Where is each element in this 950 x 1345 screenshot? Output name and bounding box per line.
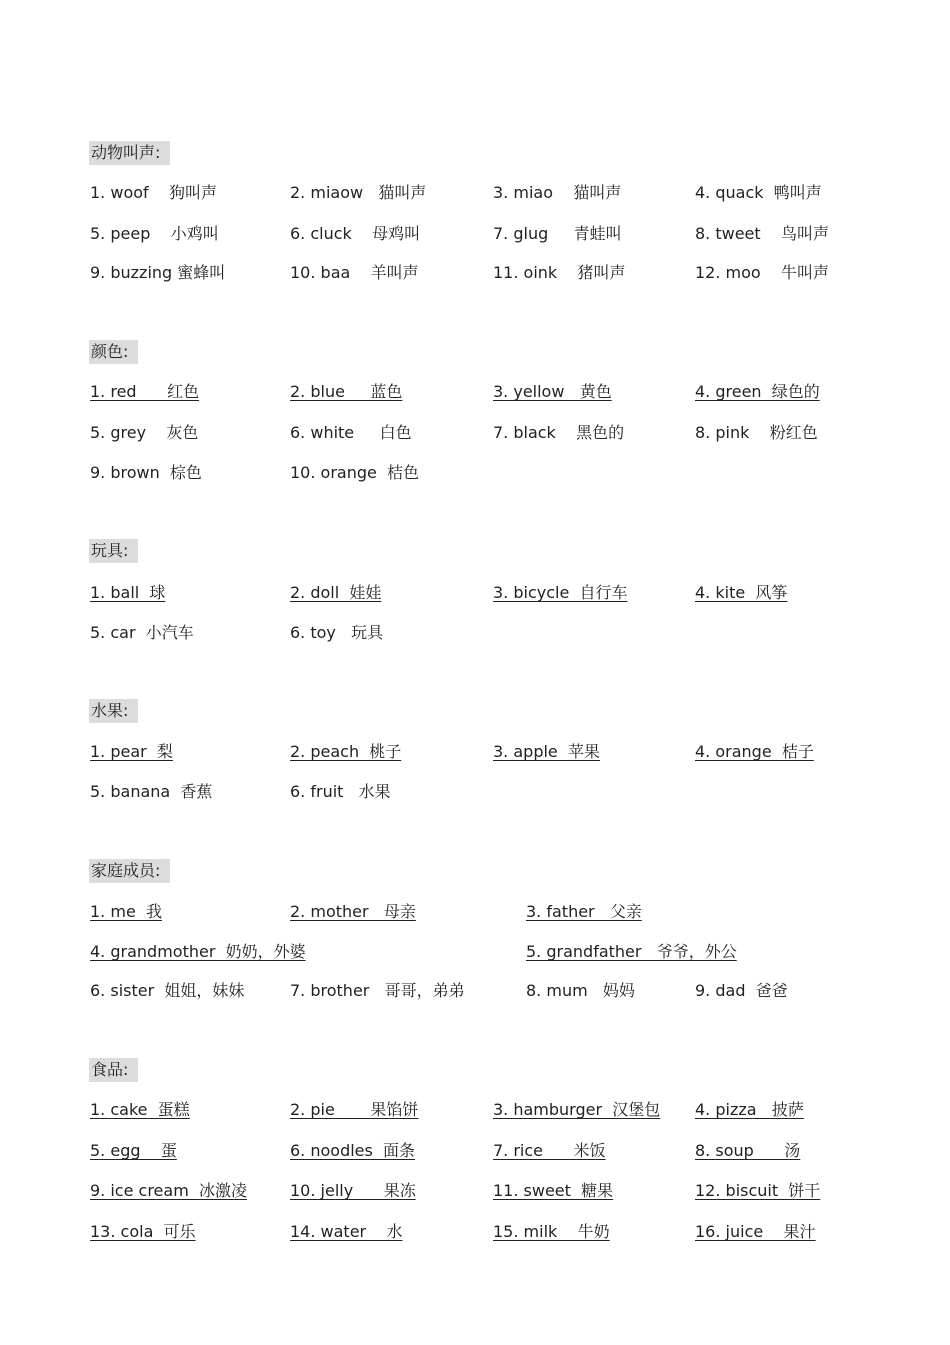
vocab-item: 13. cola 可乐 [90, 1222, 196, 1241]
vocab-item: 5. grey 灰色 [90, 423, 199, 442]
vocab-item: 4. orange 桔子 [695, 742, 814, 761]
vocab-item: 5. egg 蛋 [90, 1141, 177, 1160]
section-heading-food: 食品: [89, 1058, 138, 1082]
vocab-item: 7. glug 青蛙叫 [493, 224, 622, 243]
vocab-item: 8. mum 妈妈 [526, 981, 635, 1000]
vocab-item: 16. juice 果汁 [695, 1222, 816, 1241]
vocab-item: 3. bicycle 自行车 [493, 583, 628, 602]
vocab-item: 2. doll 娃娃 [290, 583, 382, 602]
vocab-item: 1. me 我 [90, 902, 162, 921]
vocab-item: 2. blue 蓝色 [290, 382, 403, 401]
vocab-item: 8. tweet 鸟叫声 [695, 224, 830, 243]
vocab-item: 15. milk 牛奶 [493, 1222, 610, 1241]
vocab-item: 12. biscuit 饼干 [695, 1181, 821, 1200]
vocab-item: 4. pizza 披萨 [695, 1100, 804, 1119]
vocab-item: 2. pie 果馅饼 [290, 1100, 419, 1119]
section-heading-colors: 颜色: [89, 340, 138, 364]
vocab-item: 3. father 父亲 [526, 902, 642, 921]
vocab-item: 2. mother 母亲 [290, 902, 416, 921]
vocab-item: 8. soup 汤 [695, 1141, 801, 1160]
vocab-item: 9. dad 爸爸 [695, 981, 788, 1000]
vocab-item: 9. brown 棕色 [90, 463, 202, 482]
vocab-item: 5. grandfather 爷爷，外公 [526, 942, 737, 961]
vocab-item: 6. sister 姐姐，妹妹 [90, 981, 245, 1000]
vocab-item: 6. noodles 面条 [290, 1141, 416, 1160]
vocab-item: 12. moo 牛叫声 [695, 263, 830, 282]
vocab-item: 1. woof 狗叫声 [90, 183, 217, 202]
vocab-item: 11. oink 猪叫声 [493, 263, 626, 282]
vocab-item: 10. baa 羊叫声 [290, 263, 419, 282]
vocab-item: 6. white 白色 [290, 423, 412, 442]
section-heading-toys: 玩具: [89, 539, 138, 563]
vocab-item: 1. cake 蛋糕 [90, 1100, 190, 1119]
vocab-item: 9. buzzing 蜜蜂叫 [90, 263, 226, 282]
vocab-item: 5. banana 香蕉 [90, 782, 213, 801]
vocab-item: 4. grandmother 奶奶，外婆 [90, 942, 306, 961]
vocab-item: 1. red 红色 [90, 382, 200, 401]
vocab-item: 10. orange 桔色 [290, 463, 420, 482]
vocab-item: 6. cluck 母鸡叫 [290, 224, 421, 243]
vocab-item: 11. sweet 糖果 [493, 1181, 614, 1200]
vocab-item: 7. rice 米饭 [493, 1141, 606, 1160]
vocab-item: 6. fruit 水果 [290, 782, 391, 801]
section-heading-family: 家庭成员: [89, 859, 170, 883]
vocab-item: 7. brother 哥哥，弟弟 [290, 981, 465, 1000]
vocab-item: 4. green 绿色的 [695, 382, 820, 401]
vocab-item: 3. hamburger 汉堡包 [493, 1100, 661, 1119]
vocab-item: 3. apple 苹果 [493, 742, 600, 761]
vocab-item: 5. peep 小鸡叫 [90, 224, 219, 243]
vocab-item: 14. water 水 [290, 1222, 403, 1241]
vocab-item: 4. quack 鸭叫声 [695, 183, 822, 202]
vocab-item: 9. ice cream 冰激凌 [90, 1181, 247, 1200]
section-heading-animal-sounds: 动物叫声: [89, 141, 170, 165]
vocab-item: 6. toy 玩具 [290, 623, 384, 642]
vocab-item: 3. miao 猫叫声 [493, 183, 622, 202]
vocab-item: 2. miaow 猫叫声 [290, 183, 427, 202]
vocab-item: 1. ball 球 [90, 583, 166, 602]
vocab-item: 10. jelly 果冻 [290, 1181, 416, 1200]
vocab-item: 1. pear 梨 [90, 742, 173, 761]
vocab-item: 4. kite 风筝 [695, 583, 788, 602]
vocab-item: 7. black 黑色的 [493, 423, 625, 442]
vocab-item: 2. peach 桃子 [290, 742, 402, 761]
vocab-item: 3. yellow 黄色 [493, 382, 612, 401]
section-heading-fruits: 水果: [89, 699, 138, 723]
vocab-item: 5. car 小汽车 [90, 623, 194, 642]
vocab-item: 8. pink 粉红色 [695, 423, 818, 442]
